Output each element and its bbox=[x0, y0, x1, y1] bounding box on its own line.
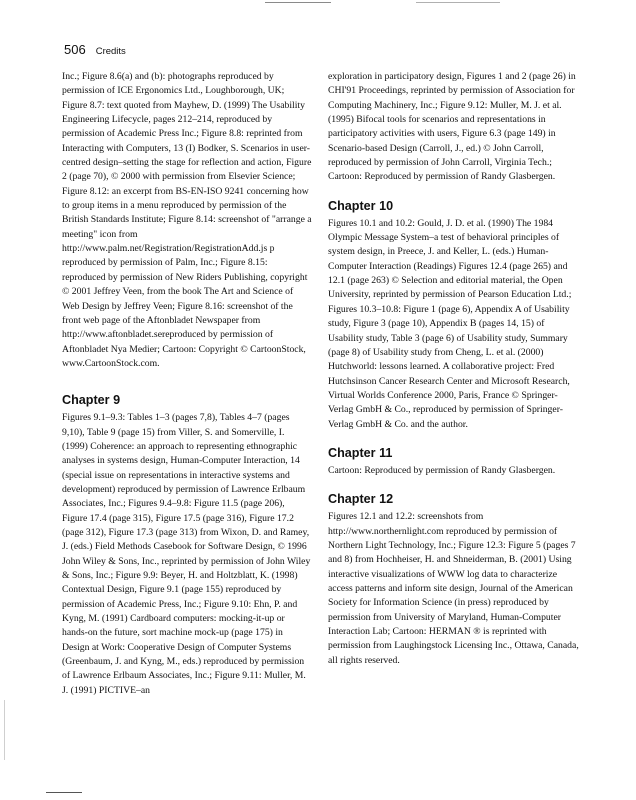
chapter-heading: Chapter 9 bbox=[62, 393, 121, 408]
scan-edge-mark bbox=[265, 2, 331, 3]
left-column bbox=[62, 70, 312, 698]
chapter-heading: Chapter 12 bbox=[328, 492, 394, 507]
running-head: Credits bbox=[95, 46, 126, 57]
scan-edge-shadow bbox=[4, 700, 5, 760]
page-header bbox=[64, 42, 126, 60]
credits-paragraph: Figures 9.1–9.3: Tables 1–3 (pages 7,8), Tables 4–7 (pages 9,10), Table 9 (page 15) from Viller, S. and Somerville, I. (1999) Coherence: an approach to representing ethnographic analyses in systems design, Human-Computer Interaction, 14 (special issue on representations in interactive systems and development) reproduced by permission of Lawrence Erlbaum Associates, Inc.; Figures 9.4–9.8: Figure 11.5 (page 206), Figure 17.4 (page 315), Figure 17.5 (page 316), Figure 17.2 (page 312), Figure 17.3 (page 313) from Wixon, D. and Ramey, J. (eds.) Field Methods Casebook for Software Design, © 1996 John Wiley & Sons, Inc., reprinted by permission of John Wiley & Sons, Inc.; Figure 9.9: Beyer, H. and Holtzblatt, K. (1998) Contextual Design, Figure 9.1 (page 155) reproduced by permission of Academic Press, Inc.; Figure 9.10: Ehn, P. and Kyng, M. (1991) Cardboard computers: mocking-it-up or hands-on the future, sort machine mock-up (page 175) in Design at Work: Cooperative Design of Computer Systems (Greenbaum, J. and Kyng, M., eds.) reproduced by permission of Lawrence Erlbaum Associates, Inc.; Figure 9.11: Muller, M. J. (1991) PICTIVE–an bbox=[62, 412, 311, 696]
page-number: 506 bbox=[64, 42, 86, 57]
credits-paragraph: Figures 10.1 and 10.2: Gould, J. D. et al. (1990) The 1984 Olympic Message System–a test of behavioral principles of system design, in Preece, J. and Keller, L. (eds.) Human-Computer Interaction (Readings) Figures 12.4 (page 265) and 12.1 (page 263) © Selection and editorial material, the Open University, reprinted by permission of Pearson Education Ltd.; Figures 10.3–10.8: Figure 1 (page 6), Appendix A of Usability study, Figure 3 (page 10), Appendix B (pages 14, 15) of Usability study, Table 3 (page 6) of Usability study, Summary (page 8) of Usability study from Cheng, L. et al. (2000) Hutchworld: lessons learned. A collaborative project: Fred Hutchsinson Cancer Research Center and Microsoft Research, Virtual Worlds Conference 2000, Paris, France © Springer-Verlag GmbH & Co., reproduced by permission of Springer-Verlag GmbH & Co. and the author. bbox=[328, 217, 572, 430]
chapter-heading: Chapter 10 bbox=[328, 198, 394, 213]
scan-edge-mark bbox=[46, 792, 82, 793]
credits-paragraph: Figures 12.1 and 12.2: screenshots from http://www.northernlight.com reproduced by permission of Northern Light Technology, Inc.; Figure 12.3: Figure 5 (pages 7 and 8) from Hochheiser, H. and Shneiderman, B. (2001) Using interactive visualizations of WWW log data to characterize access patterns and inform site design, Journal of the American Society for Information Science (in press) reproduced by permission from University of Maryland, Human-Computer Interaction Lab; Cartoon: HERMAN ® is reprinted with permission from Laughingstock Licensing Inc., Ottawa, Canada, all rights reserved. bbox=[328, 511, 579, 666]
credits-paragraph: Cartoon: Reproduced by permission of Randy Glasbergen. bbox=[328, 464, 556, 476]
credits-paragraph: exploration in participatory design, Figures 1 and 2 (page 26) in CHI'91 Proceedings, reprinted by permission of Association for Computing Machinery, Inc.; Figure 9.12: Muller, M. J. et al. (1995) Bifocal tools for scenarios and representations in participatory activities with users, Figure 6.3 (page 149) in Scenario-based Design (Carroll, J., ed.) © John Carroll, reproduced by permission of John Carroll, Virginia Tech.; Cartoon: Reproduced by permission of Randy Glasbergen. bbox=[328, 71, 576, 183]
chapter-heading: Chapter 11 bbox=[328, 445, 393, 460]
credits-paragraph: Inc.; Figure 8.6(a) and (b): photographs reproduced by permission of ICE Ergonomics Ltd., Loughborough, UK; Figure 8.7: text quoted from Mayhew, D. (1999) The Usability Engineering Lifecycle, pages 212–214, reproduced by permission of Academic Press Inc.; Figure 8.8: reprinted from Interacting with Computers, 13 (I) Bodker, S. Scenarios in user-centred design–setting the stage for reflection and action, Figure 2 (page 70), © 2000 with permission from Elsevier Science; Figure 8.12: an excerpt from BS-EN-ISO 9241 concerning how to group items in a menu reproduced by permission of the British Standards Institute; Figure 8.14: screenshot of "arrange a meeting" icon from http://www.palm.net/Registration/RegistrationAdd.js p reproduced by permission of Palm, Inc.; Figure 8.15: reproduced by permission of New Riders Publishing, copyright © 2001 Jeffrey Veen, from the book The Art and Science of Web Design by Jeffrey Veen; Figure 8.16: screenshot of the front web page of the Aftonbladet Newspaper from http://www.aftonbladet.sereproduced by permission of Aftonbladet Nya Medier; Cartoon: Copyright © CartoonStock, www.CartoonStock.com. bbox=[62, 71, 312, 369]
right-column bbox=[328, 70, 580, 668]
scan-edge-mark bbox=[416, 2, 500, 3]
